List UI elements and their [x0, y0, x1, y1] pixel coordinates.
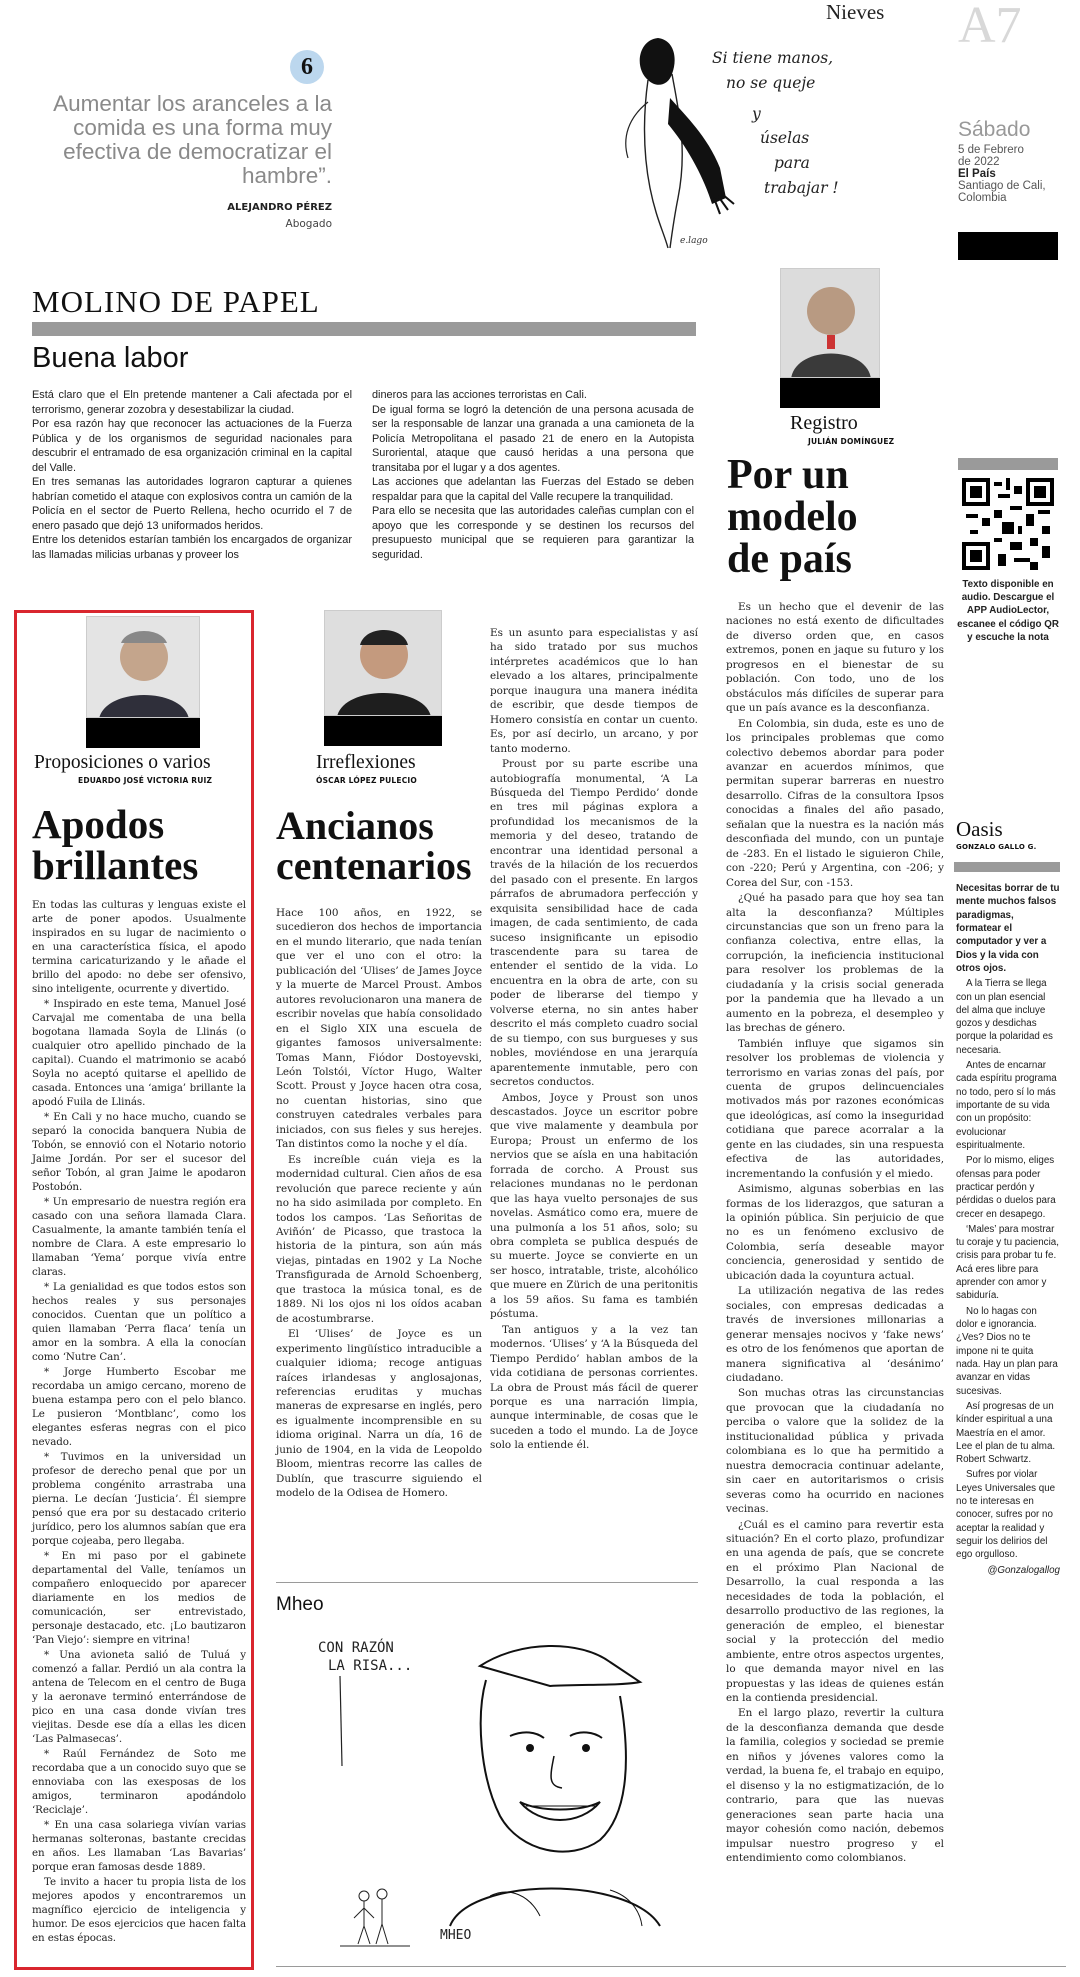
- date-line-1: 5 de Febrero: [958, 144, 1024, 156]
- oasis-column-name: Oasis: [956, 817, 1003, 841]
- cartoon-handwriting: [712, 46, 887, 201]
- registro-photo-icon: [781, 269, 880, 378]
- quote-author: ALEJANDRO PÉREZ: [227, 202, 332, 213]
- qr-code[interactable]: [962, 478, 1054, 570]
- apodos-paragraph: * Jorge Humberto Escobar me recordaba un amigo cercano, moreno de buena estampa pero con el pelo blanco. Le pusieron ‘Montblanc’, como los elegantes esferas negras con el pico nevado.: [32, 1366, 246, 1448]
- molino-text-right: dineros para las acciones terroristas en Cali. De igual forma se logró la detención de una persona acusada de ser la responsable de lanzar una granada a una camioneta de la Policía Metropolitana el pasado 21 de enero en la Autopista Suroriental, ataque que causó heridas a una persona que transitaba por el lugar y a dos agentes. Las acciones que adelantan las Fuerzas del Estado se deben respaldar para que la capital del Valle recupere la tranquilidad. Para ello se necesita que las autoridades caleñas cumplan con el apoyo que les corresponde y se destinen los recursos del presupuesto municipal que se requieren para garantizar la seguridad.: [372, 389, 694, 561]
- ancianos-paragraph: Proust por su parte escribe una autobiografía monumental, ‘A La Búsqueda del Tiempo Perdido’ donde en tres mil páginas explora a profundidad los mecanismos de la memoria y del deseo, tratando de encontrar una identidad personal a través de la hilación de los recuerdos del pasado con el presente. En largos párrafos de abrumadora perfección y exquisita sensibilidad hace de cada imagen, de cada sentimiento, de cada suceso insignificante un episodio trascendente para su tarea de entender el sentido de la vida. Lo encuentra en la obra de arte, con su poder de liberarse del tiempo y volverse eterna, no sin antes haber descrito el más completo cuadro social de su tiempo, con sus burgueses y sus nobles, moviéndose en una jerarquía aparentemente inmutable, pero con secretos conductos.: [490, 758, 698, 1089]
- apodos-photo-bar: [86, 718, 200, 748]
- oasis-lead: Necesitas borrar de tu mente muchos falsos paradigmas, formatear el computador y ver a Dios y la vida con otros ojos.: [956, 883, 1060, 974]
- pull-quote: Aumentar los aranceles a la comida es una forma muy efectiva de democratizar el hambre”.: [53, 91, 332, 188]
- top-section-name: Nieves: [826, 0, 885, 24]
- mheo-cartoon-drawing: [280, 1626, 698, 1958]
- ancianos-headline-line-1: Ancianos: [276, 803, 434, 848]
- ancianos-paragraph: Tan antiguos y a la vez tan modernos. ‘Ulises’ y ‘A la Búsqueda del Tiempo Perdido’ hablan ambos de la vida cotidiana de personas corrientes. La obra de Proust más fácil de querer porque es una narración limpia, aunque interminable, de cosas que le suceden a todo el mundo. La de Joyce solo la entiende él.: [490, 1323, 698, 1452]
- oasis-paragraph: A la Tierra se llega con un plan esencial del alma que incluye gozos y desdichas porque la polaridad es necesaria.: [956, 978, 1053, 1056]
- paper-name: El País: [958, 168, 996, 180]
- mheo-cartoon: [280, 1626, 698, 1958]
- molino-text-left: Está claro que el Eln pretende mantener a Cali afectada por el terrorismo, generar zozobra y desestabilizar la ciudad. Por esa razón hay que reconocer las actuaciones de la Fuerza Pública y de los organismos de seguridad nacionales para descubrir el entramado de esa organización criminal en la capital del Valle. En tres semanas las autoridades lograron capturar a quienes habrían cometido el ataque con explosivos contra un camión de la Policía en el sector de Puerto Rellena, hecho ocurrido el 7 de enero pasado que dejó 13 uniformados heridos. Entre los detenidos estarían también los encargados de organizar las llamadas milicias urbanas y proveer los: [32, 389, 352, 561]
- registro-paragraph: Son muchas otras las circunstancias que provocan que la ciudadanía no perciba o valore que la solidez de la institucionalidad pública y privada colombiana es lo que ha permitido a nuestra democracia continuar adelante, sin caer en autoritarismos o crisis severas como ha ocurrido en naciones vecinas.: [726, 1387, 944, 1516]
- day-name: Sábado: [958, 118, 1031, 141]
- apodos-paragraph: * Un empresario de nuestra región era casado con una señora llamada Clara. Casualmente, la amante también tenía el nombre de Clara. A este empresario lo llamaban ‘Yema’ porque vivía entre claras.: [32, 1196, 246, 1278]
- registro-paragraph: Es un hecho que el devenir de las naciones no está exento de dificultades de diverso orden que, en casos extremos, ponen en jaque su futuro y los progresos en el bienestar de su población. Con todo, uno de los obstáculos más difíciles de superar para que un país avance es la desconfianza.: [726, 601, 944, 715]
- registro-paragraph: ¿Qué ha pasado para que hoy sea tan alta la desconfianza? Múltiples circunstancias que son un freno para la confianza colectiva, entre ellas, la corrupción, la ineficiencia institucional para resolver los problemas de la ciudadanía y la crisis social generada por la pandemia que ha llevado a un aumento en la pobreza, el desempleo y las brechas de género.: [726, 892, 944, 1035]
- apodos-photo-icon: [87, 617, 200, 718]
- molino-section-title: MOLINO DE PAPEL: [32, 284, 320, 319]
- ancianos-author-photo: [324, 610, 442, 716]
- cartoon-signature: e.lago: [680, 236, 708, 246]
- ancianos-column-name: Irreflexiones: [316, 752, 416, 773]
- apodos-paragraph: En todas las culturas y lenguas existe el arte de poner apodos. Usualmente inspirados en su lugar de nacimiento o en una característica física, el apodo termina caricaturizando y le añade el brillo del apodo: no debe ser ofensivo, sino inteligente, ocurrente y divertido.: [32, 899, 246, 995]
- registro-photo-bar: [780, 378, 880, 408]
- oasis-rule: [954, 862, 1060, 872]
- apodos-author: EDUARDO JOSÉ VICTORIA RUIZ: [78, 776, 213, 785]
- registro-paragraph: En Colombia, sin duda, este es uno de los principales problemas que como colectivo debemos abordar para poder avanzar en acuerdos mínimos, que permitan superar barreras en nuestro desarrollo. Cifras de la consultora Ipsos conocidas a finales del año pasado, señalan que la nuestra es la nación más desconfiada del mundo, con un puntaje de -283. En el listado le siguieron Chile, con -220; Perú y Argentina, con -206; y Corea del Sur, con -153.: [726, 717, 944, 889]
- registro-author-photo: [780, 268, 880, 378]
- apodos-headline: [32, 801, 199, 888]
- cartoon-line-2: no se queje: [726, 73, 816, 92]
- quote-badge: [290, 50, 324, 84]
- bottom-rule: [276, 1966, 1066, 1967]
- apodos-paragraph: * En una casa solariega vivían varias hermanas solteronas, bastante crecidas en años. Les llamaban ‘Las Bavarias’ porque eran famosas desde 1889.: [32, 1819, 246, 1873]
- oasis-paragraph: Sufres por violar Leyes Universales que no te interesas en conocer, sufres por no aceptar la realidad y seguir los delirios del ego orgulloso.: [956, 1469, 1056, 1561]
- registro-paragraph: También influye que sigamos sin resolver los problemas de violencia y terrorismo en varias zonas del país, por cuenta de grupos delincuenciales motivados más por razones económicas que ideológicas, así como la inseguridad cotidiana que parece acorralar a la gente en las ciudades, sin una respuesta efectiva de las autoridades, incrementando la confusión y el miedo.: [726, 1037, 944, 1180]
- registro-paragraph: En el largo plazo, revertir la cultura de la desconfianza demanda que desde la familia, colegios y sociedad se premie en niños y jóvenes valores como la verdad, la buena fe, el trabajo en equipo, el disenso y la no estigmatización, de lo contrario, para que las nuevas generaciones sean parte hacia una mayor cohesión como nación, debemos impulsar nuestro progreso y el entendimiento como colombianos.: [726, 1707, 944, 1864]
- qr-code-icon: [962, 478, 1054, 570]
- registro-body: [726, 600, 944, 1866]
- city-line-1: Santiago de Cali,: [958, 180, 1046, 192]
- mheo-speech-line-2: LA RISA...: [328, 1657, 413, 1674]
- apodos-paragraph: * En Cali y no hace mucho, cuando se separó la conocida banquera Nubia de Tobón, se ennovió con el Notario notorio Jaime Jordán. Por ser el sucesor del señor Tobón, al gran Jaime le apodaron Postobón.: [32, 1111, 246, 1193]
- date-line-2: de 2022: [958, 156, 1000, 168]
- ancianos-body-left: [276, 906, 482, 1502]
- date-block: [958, 118, 1068, 204]
- apodos-headline-line-2: brillantes: [32, 842, 199, 888]
- apodos-paragraph: Te invito a hacer tu propia lista de los mejores apodos y encontraremos un magnífico ejercicio de inteligencia y humor. De esos ejercicios que hacen falta en estas épocas.: [32, 1876, 246, 1944]
- ancianos-photo-icon: [325, 611, 442, 716]
- apodos-paragraph: * Inspirado en este tema, Manuel José Carvajal me comentaba de una bella bogotana llamada Soyla de Llinás (o cualquier otro apellido pinchado de la capital). Cuando el matrimonio se acabó Soyla no aceptó quitarse el apellido de casada. Entonces una ‘amiga’ brillante la apodó Fuila de Llinás.: [32, 998, 246, 1108]
- ancianos-body-right: [490, 626, 698, 1454]
- city-line-2: Colombia: [958, 192, 1007, 204]
- ancianos-paragraph: Es increíble cuán vieja es la modernidad cultural. Cien años de esa revolución que parece reciente y aún no ha sido asimilada por completo. En todos los campos. ‘Las Señoritas de Aviñón’ de Picasso, que trastoca la historia de la pintura, son aún más viejas, pintadas en 1902 y La Noche Transfigurada de Arnold Schoenberg, que trastoca la música tonal, es de 1889. Ni los ojos ni los oídos acaban de acostumbrarse.: [276, 1153, 482, 1325]
- oasis-paragraph: Antes de encarnar cada espíritu programa no todo, pero sí lo más importante de su vida con un propósito: evolucionar espiritualmente.: [956, 1060, 1057, 1151]
- mheo-rule: [276, 1582, 698, 1583]
- apodos-paragraph: * En mi paso por el gabinete departamental del Valle, teníamos un compañero enloquecido por aparecer diariamente en los medios de comunicación, ser entrevistado, personaje destacado, etc. ¡Lo bautizaron ‘Pan Viejo’: siempre en vitrina!: [32, 1550, 246, 1646]
- molino-headline: Buena labor: [32, 342, 189, 374]
- ancianos-paragraph: El ‘Ulises’ de Joyce es un experimento lingüístico intraducible a cualquier idioma; recoge antiguas raíces irlandesas y anglosajonas, referencias eruditas y muchas maneras de expresarse en inglés, pero es igualmente incomprensible en su idioma original. Narra un día, 16 de junio de 1904, en la vida de Leopoldo Bloom, mientras recorre las calles de Dublín, que trascurre siguiendo el modelo de la Odisea de Homero.: [276, 1328, 482, 1500]
- mheo-speech-text: [318, 1640, 412, 1675]
- ancianos-paragraph: Ambos, Joyce y Proust son unos descastados. Joyce un escritor pobre que vive malamente y deambula por Europa; Proust un enfermo de los nervios que se aísla en una habitación forrada de corcho. A Proust sus relaciones mundanas no le perdonan que las haya vuelto personajes de sus novelas. Asmático como era, muere de una pulmonía a los 51 años, solo; su obra completa se publica después de su muerte. Joyce se convierte en un ser hosco, intratable, triste, alcohólico que muere en Zürich de una peritonitis a los 59 años. Su fama es también póstuma.: [490, 1091, 698, 1321]
- ancianos-paragraph: Es un asunto para especialistas y así ha sido tratado por sus muchos intérpretes académicos que lo han elevado a los altares, principalmente porque inaugura una manera inédita de escribir, que desde tiempos de Homero consistía en contar un cuento. Es, por así decirlo, un arcano, y por tanto moderno.: [490, 627, 698, 755]
- quote-author-role: Abogado: [285, 218, 332, 230]
- apodos-author-photo: [86, 616, 200, 718]
- qr-rule: [958, 458, 1058, 470]
- apodos-body: [32, 898, 246, 1946]
- ancianos-photo-bar: [324, 716, 442, 746]
- oasis-paragraph: Por lo mismo, eliges ofensas para poder practicar perdón y pérdidas o duelos para crecer en desapego.: [956, 1155, 1056, 1220]
- oasis-paragraph: No lo hagas con dolor e ignorancia. ¿Ves? Dios no te impone ni te quita nada. Hay un plan para avanzar en vidas sucesivas.: [956, 1305, 1058, 1397]
- registro-paragraph: ¿Cuál es el camino para revertir esta situación? En el corto plazo, profundizar en una agenda de país, que se concrete en el próximo Plan Nacional de Desarrollo, la cual responda a las necesidades de toda la población, el desarrollo productivo de las regiones, la generación de empleo, el bienestar social y la protección del medio ambiente, entre otros aspectos urgentes, lo que demanda mayor nivel en las propuestas y las ideas de quienes están en la contienda presidencial.: [726, 1518, 944, 1704]
- registro-column-name: Registro: [790, 412, 858, 434]
- cartoon-line-4: úselas: [760, 129, 810, 148]
- apodos-paragraph: * Una avioneta salió de Tuluá y comenzó a fallar. Perdió un ala contra la antena de Telecom en el centro de Buga y la aeronave terminó enterrándose de pico en una casa donde vivían tres viejitas. Desde ese día a ellas les dicen ‘Las Palmasecas’.: [32, 1649, 246, 1745]
- qr-caption: Texto disponible en audio. Descargue el APP AudioLector, escanee el código QR y escuche la nota: [957, 579, 1059, 643]
- quote-badge-number: 6: [301, 54, 313, 80]
- apodos-paragraph: * Tuvimos en la universidad un profesor de derecho penal que por un problema congénito arrastraba una pierna. Le decían ‘Justicia’. Él siempre pensó que era por su destacado criterio jurídico, pero los alumnos sabían que era porque cojeaba, pero llegaba.: [32, 1451, 246, 1547]
- cartoon-line-1: Si tiene manos,: [712, 49, 834, 67]
- apodos-paragraph: * Raúl Fernández de Soto me recordaba que a un conocido suyo que se ennoviaba con las exesposas de los amigos, terminaron apodándolo ‘Reciclaje’.: [32, 1748, 246, 1816]
- oasis-paragraph: ‘Males’ para mostrar tu coraje y tu paciencia, crisis para probar tu fe. Acá eres libre para aprender con amor y sabiduría.: [956, 1223, 1059, 1302]
- cartoon-line-6: trabajar !: [764, 178, 839, 197]
- molino-rule: [32, 322, 696, 336]
- registro-paragraph: Asimismo, algunas soberbias en las formas de los liderazgos, que saturan a la opinión pública. Sin perjuicio de que no es un fenómeno exclusivo de Colombia, sería deseable mayor conciencia, generosidad y sentido de ubicación dada la coyuntura actual.: [726, 1183, 944, 1282]
- cartoon-line-3: y: [752, 104, 761, 123]
- oasis-handle: @Gonzalogallog: [987, 1564, 1060, 1576]
- mheo-section-title: Mheo: [276, 1594, 324, 1615]
- apodos-column-name: Proposiciones o varios: [34, 752, 211, 773]
- oasis-body: [956, 882, 1060, 1577]
- ancianos-author: ÓSCAR LÓPEZ PULECIO: [316, 776, 417, 785]
- oasis-author: GONZALO GALLO G.: [956, 843, 1037, 851]
- registro-author: JULIÁN DOMÍNGUEZ: [808, 437, 895, 446]
- mheo-signature: MHEO: [440, 1928, 472, 1943]
- registro-paragraph: La utilización negativa de las redes sociales, con empresas dedicadas a través de inversiones millonarias a generar mensajes nocivos y ‘fake news’ es otro de los fenómenos que aportan de manera significativa al ‘desánimo’ ciudadano.: [726, 1285, 944, 1385]
- ancianos-paragraph: Hace 100 años, en 1922, se sucedieron dos hechos de importancia en el mundo literario, que nada tenían que ver el uno con el otro: la publicación del ‘Ulises’ de James Joyce y la muerte de Marcel Proust. Ambos autores revolucionaron una manera de escribir novelas que había consolidado en el Siglo XIX una escuela de gigantes famosos universalmente: Tomas Mann, Fiódor Dostoyevski, León Tolstói, Víctor Hugo, Walter Scott. Proust y Joyce hacen otra cosa, no cuentan historias, sino que construyen catedrales verbales para iniciados, con sus fieles y sus herejes. Tan distintos como la noche y el día.: [276, 907, 482, 1151]
- registro-headline: Por un modelo de país: [727, 452, 858, 582]
- date-black-bar: [958, 232, 1058, 260]
- ancianos-headline-line-2: centenarios: [276, 843, 472, 888]
- apodos-headline-line-1: Apodos: [32, 801, 165, 847]
- cartoon-line-5: para: [774, 154, 810, 173]
- oasis-paragraph: Así progresas de un kínder espiritual a una Maestría en el amor. Lee el plan de tu alma. Robert Schwartz.: [956, 1400, 1056, 1466]
- apodos-paragraph: * La genialidad es que todos estos son hechos reales y sus personajes conocidos. Cuentan que un político a quien llamaban ‘Perra flaca’ tenía un amor en la sombra. A ella la conocían como ‘Nutre Can’.: [32, 1281, 246, 1363]
- page-number: A7: [958, 0, 1022, 54]
- mheo-speech-line-1: CON RAZÓN: [318, 1640, 394, 1656]
- ancianos-headline: [276, 803, 472, 888]
